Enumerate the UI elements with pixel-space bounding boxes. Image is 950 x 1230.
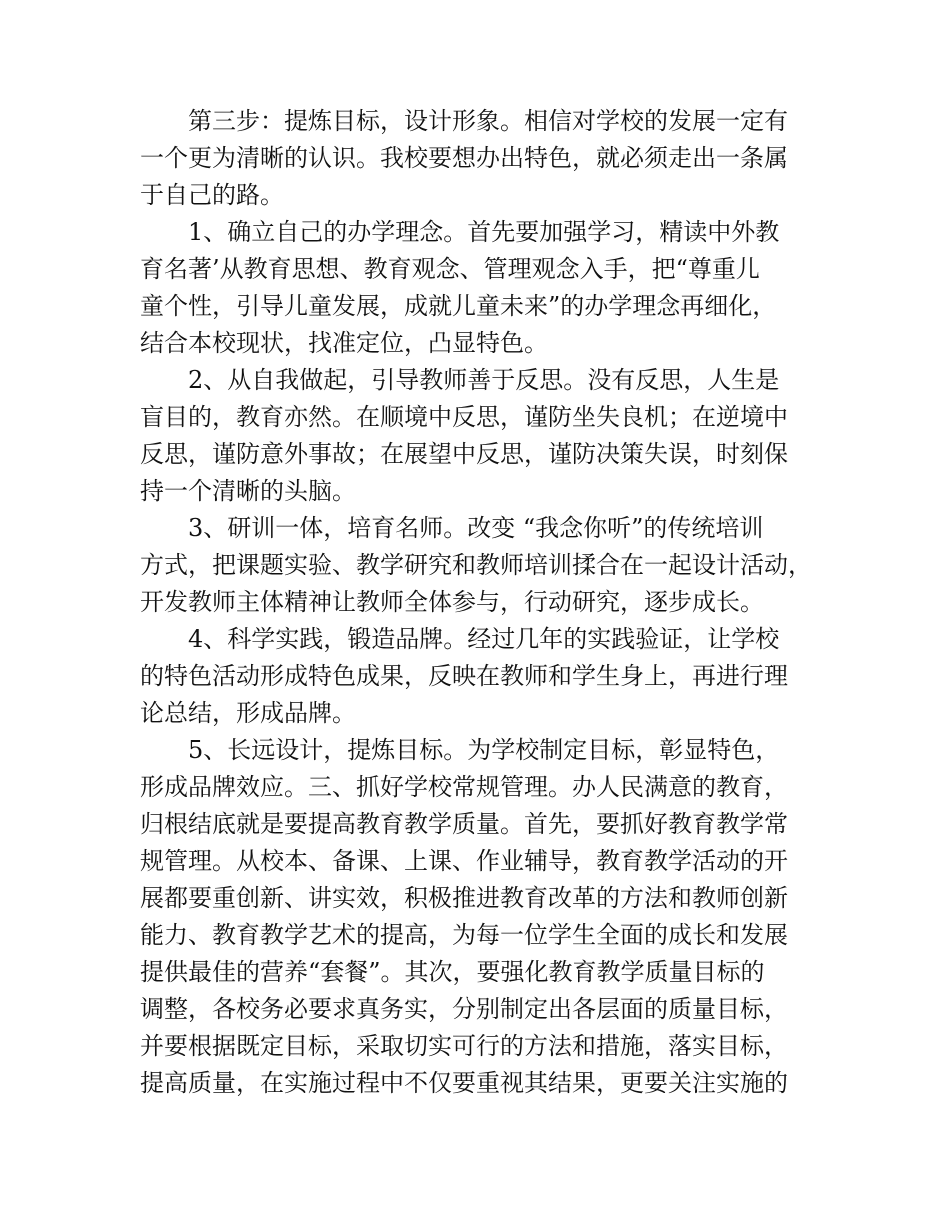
text-line: 一个更为清晰的认识。我校要想办出特色，就必须走出一条属 <box>140 144 788 172</box>
text-line: 规管理。从校本、备课、上课、作业辅导，教育教学活动的开 <box>140 847 788 875</box>
text-line: 3、研训一体，培育名师。改变 “我念你听”的传统培训 <box>188 514 764 542</box>
text-line: 2、从自我做起，引导教师善于反思。没有反思，人生是 <box>188 366 780 394</box>
text-line: 盲目的，教育亦然。在顺境中反思，谨防坐失良机；在逆境中 <box>140 403 788 431</box>
text-line: 调整，各校务必要求真务实，分别制定出各层面的质量目标， <box>140 995 788 1023</box>
text-line: 归根结底就是要提高教育教学质量。首先，要抓好教育教学常 <box>140 810 788 838</box>
text-line: 反思，谨防意外事故；在展望中反思，谨防决策失误，时刻保 <box>140 440 788 468</box>
text-line: 5、长远设计，提炼目标。为学校制定目标，彰显特色， <box>188 736 780 764</box>
paragraph-item-1 <box>140 214 830 362</box>
text-line: 1、确立自己的办学理念。首先要加强学习，精读中外教 <box>188 218 780 246</box>
text-line: 论总结，形成品牌。 <box>140 699 356 727</box>
text-line: 于自己的路。 <box>140 181 284 209</box>
paragraph-item-5 <box>140 732 830 1102</box>
paragraph-step-three <box>140 103 830 214</box>
text-line: 形成品牌效应。三、抓好学校常规管理。办人民满意的教育， <box>140 773 788 801</box>
paragraph-item-4 <box>140 621 830 732</box>
paragraph-item-3 <box>140 510 830 621</box>
text-line: 开发教师主体精神让教师全体参与，行动研究，逐步成长。 <box>140 588 764 616</box>
text-line: 持一个清晰的头脑。 <box>140 477 356 505</box>
text-line: 提供最佳的营养“套餐”。其次，要强化教育教学质量目标的 <box>140 958 765 986</box>
text-line: 展都要重创新、讲实效，积极推进教育改革的方法和教师创新 <box>140 884 788 912</box>
text-line: 提高质量，在实施过程中不仅要重视其结果，更要关注实施的 <box>140 1069 788 1097</box>
text-line: 并要根据既定目标，采取切实可行的方法和措施，落实目标， <box>140 1032 788 1060</box>
document-body <box>140 103 830 1102</box>
text-line: 育名著’从教育思想、教育观念、管理观念入手，把“尊重儿 <box>140 255 760 283</box>
text-line: 结合本校现状，找准定位，凸显特色。 <box>140 329 548 357</box>
text-line: 童个性，引导儿童发展，成就儿童未来”的办学理念再细化， <box>140 292 777 320</box>
text-line: 4、科学实践，锻造品牌。经过几年的实践验证，让学校 <box>188 625 780 653</box>
text-line: 第三步：提炼目标，设计形象。相信对学校的发展一定有 <box>188 107 788 135</box>
text-line: 的特色活动形成特色成果，反映在教师和学生身上，再进行理 <box>140 662 788 690</box>
text-line: 能力、教育教学艺术的提高，为每一位学生全面的成长和发展 <box>140 921 788 949</box>
paragraph-item-2 <box>140 362 830 510</box>
text-line: 方式，把课题实验、教学研究和教师培训揉合在一起设计活动， <box>140 551 812 579</box>
